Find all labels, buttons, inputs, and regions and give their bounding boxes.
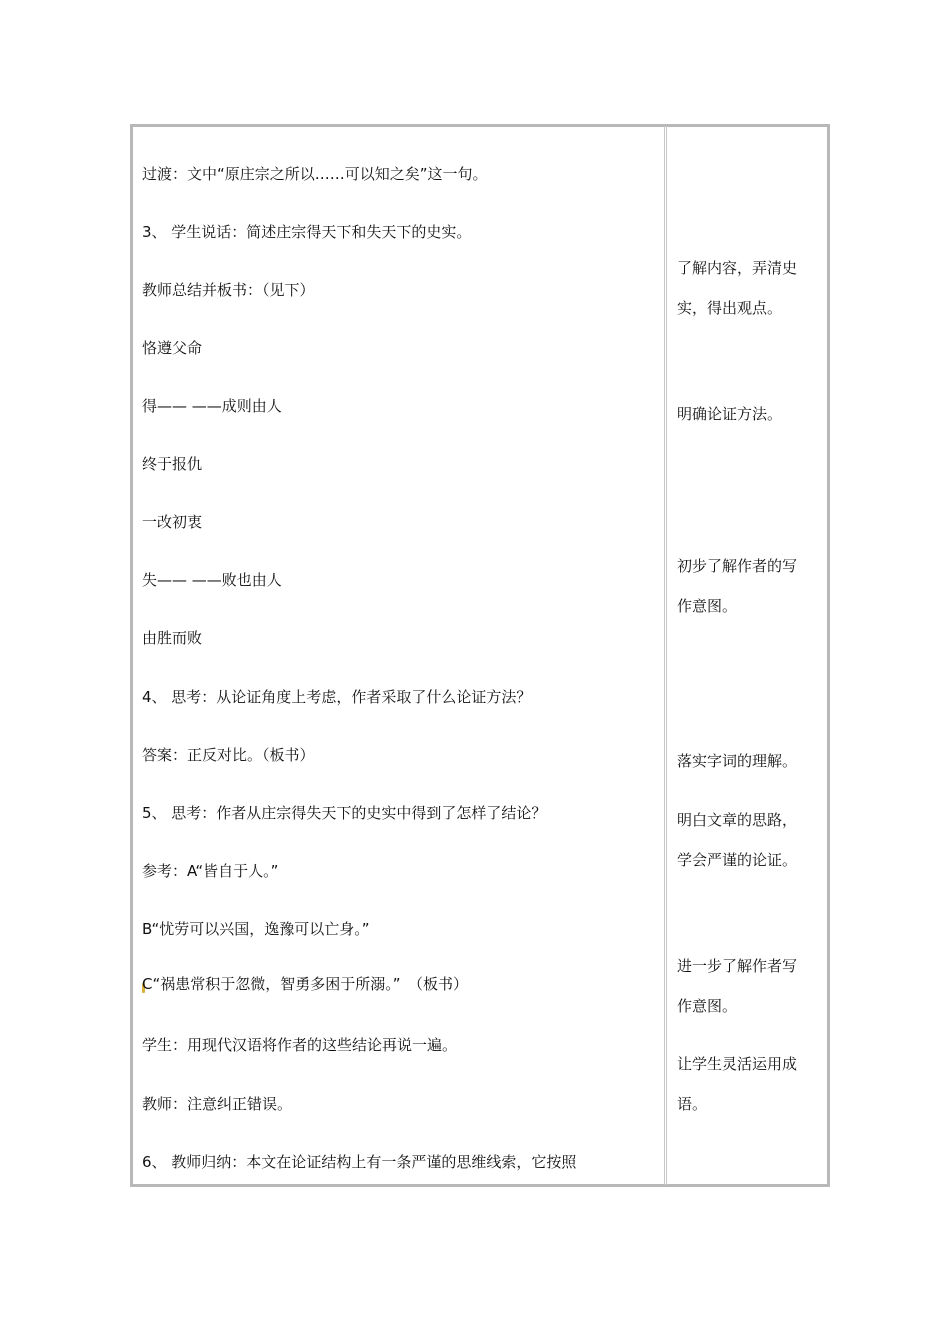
left-line: 失—— ——败也由人 — [142, 571, 282, 589]
right-line: 明确论证方法。 — [677, 405, 783, 423]
right-line: 作意图。 — [677, 597, 738, 615]
left-line: 3、 学生说话：简述庄宗得天下和失天下的史实。 — [142, 223, 472, 241]
right-line: 落实字词的理解。 — [677, 752, 798, 770]
left-line: 得—— ——成则由人 — [142, 397, 282, 415]
left-line: 一改初衷 — [142, 513, 203, 531]
left-line: 参考：A“皆自于人。” — [142, 862, 279, 880]
right-line: 了解内容，弄清史 — [677, 259, 798, 277]
left-line: 恪遵父命 — [142, 339, 203, 357]
right-line: 作意图。 — [677, 997, 738, 1015]
right-line: 语。 — [677, 1095, 708, 1113]
left-line: 过渡：文中“原庄宗之所以……可以知之矣”这一句。 — [142, 165, 488, 183]
left-line: C“祸患常积于忽微，智勇多困于所溺。” （板书） — [142, 975, 469, 993]
left-line: 教师：注意纠正错误。 — [142, 1095, 293, 1113]
column-divider — [664, 126, 667, 1185]
left-line: 6、 教师归纳：本文在论证结构上有一条严谨的思维线索，它按照 — [142, 1153, 577, 1171]
right-line: 初步了解作者的写 — [677, 557, 798, 575]
left-line: 5、 思考：作者从庄宗得失天下的史实中得到了怎样了结论？ — [142, 804, 547, 822]
left-line: 由胜而败 — [142, 629, 203, 647]
right-line: 让学生灵活运用成 — [677, 1055, 798, 1073]
right-line: 进一步了解作者写 — [677, 957, 798, 975]
right-line: 实，得出观点。 — [677, 299, 783, 317]
left-line: 4、 思考：从论证角度上考虑，作者采取了什么论证方法？ — [142, 688, 532, 706]
left-line: 答案：正反对比。（板书） — [142, 746, 315, 764]
left-line: 学生：用现代汉语将作者的这些结论再说一遍。 — [142, 1036, 458, 1054]
left-line: 终于报仇 — [142, 455, 203, 473]
right-line: 学会严谨的论证。 — [677, 851, 798, 869]
left-line: B“忧劳可以兴国，逸豫可以亡身。” — [142, 920, 370, 938]
right-line: 明白文章的思路， — [677, 811, 798, 829]
left-line: 教师总结并板书：（见下） — [142, 281, 315, 299]
